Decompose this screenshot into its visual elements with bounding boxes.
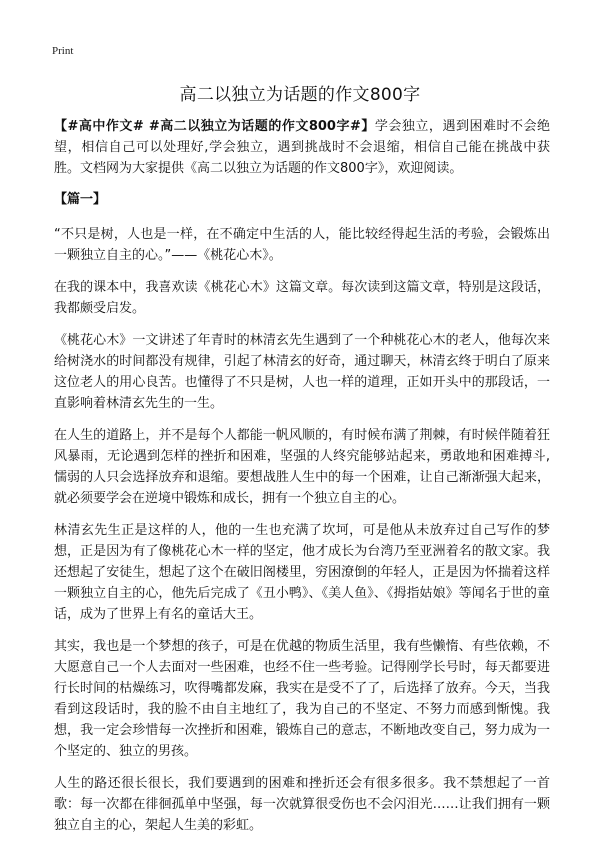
paragraph: 在人生的道路上，并不是每个人都能一帆风顺的，有时候布满了荆棘，有时候伴随着狂风暴雨，无论遇到怎样的挫折和困难，坚强的人终究能够站起来，勇敢地和困难搏斗,懦弱的人只会选择放弃和退缩。要想战胜人生中的每一个困难，让自己渐渐强大起来，就必须要学会在逆境中锻炼和成长，拥有一个独立自主的心。 (54, 428, 550, 506)
article-title: 高二以独立为话题的作文800字 (179, 85, 421, 105)
paragraph: 在我的课本中，我喜欢读《桃花心木》这篇文章。每次读到这篇文章，特别是这段话，我都颇受启发。 (54, 280, 550, 316)
paragraph: 《桃花心木》一文讲述了年青时的林清玄先生遇到了一个种桃花心木的老人，他每次来给树浇水的时间都没有规律，引起了林清玄的好奇，通过聊天，林清玄终于明白了原来这位老人的用心良苦。也懂得了不只是树，人也一样的道理，正如开头中的那段话，一直影响着林清玄先生的一生。 (54, 333, 550, 411)
intro-tag: 【#高中作文# #高二以独立为话题的作文800字#】 (54, 119, 375, 134)
print-label: Print (52, 45, 74, 57)
intro-text: 学会独立，遇到困难时不会绝望，相信自己可以处理好,学会独立，遇到挑战时不会退缩，相信自己能在挑战中获胜。文档网为大家提供《高二以独立为话题的作文800字》，欢迎阅读。 (54, 119, 550, 176)
article-body (54, 116, 550, 847)
section-heading: 【篇一】 (54, 192, 107, 207)
paragraph: 人生的路还很长很长，我们要遇到的困难和挫折还会有很多很多。我不禁想起了一首歌：每一次都在徘徊孤单中坚强，每一次就算很受伤也不会闪泪光……让我们拥有一颗独立自主的心，架起人生美的彩虹。 (54, 776, 550, 833)
paragraph: “不只是树，人也是一样，在不确定中生活的人，能比较经得起生活的考验，会锻炼出一颗独立自主的心。”——《桃花心木》。 (54, 227, 550, 263)
paragraph: 其实，我也是一个梦想的孩子，可是在优越的物质生活里，我有些懒惰、有些依赖，不大愿意自己一个人去面对一些困难，也经不住一些考验。记得刚学长号时，每天都要进行长时间的枯燥练习，吹得嘴都发麻，我实在是受不了了，后选择了放弃。今天，当我看到这段话时，我的脸不由自主地红了，我为自己的不坚定、不努力而感到惭愧。我想，我一定会珍惜每一次挫折和困难，锻炼自己的意志，不断地改变自己，努力成为一个坚定的、独立的男孩。 (54, 639, 550, 759)
paragraph: 林清玄先生正是这样的人，他的一生也充满了坎坷，可是他从未放弃过自己写作的梦想，正是因为有了像桃花心木一样的坚定，他才成长为台湾乃至亚洲着名的散文家。我还想起了安徒生，想起了这个在破旧阁楼里，穷困潦倒的年轻人，正是因为怀揣着这样一颗独立自主的心，他先后完成了《丑小鸭》、《美人鱼》、《拇指姑娘》等闻名于世的童话，成为了世界上有名的童话大王。 (54, 523, 550, 622)
intro-paragraph (54, 116, 550, 179)
